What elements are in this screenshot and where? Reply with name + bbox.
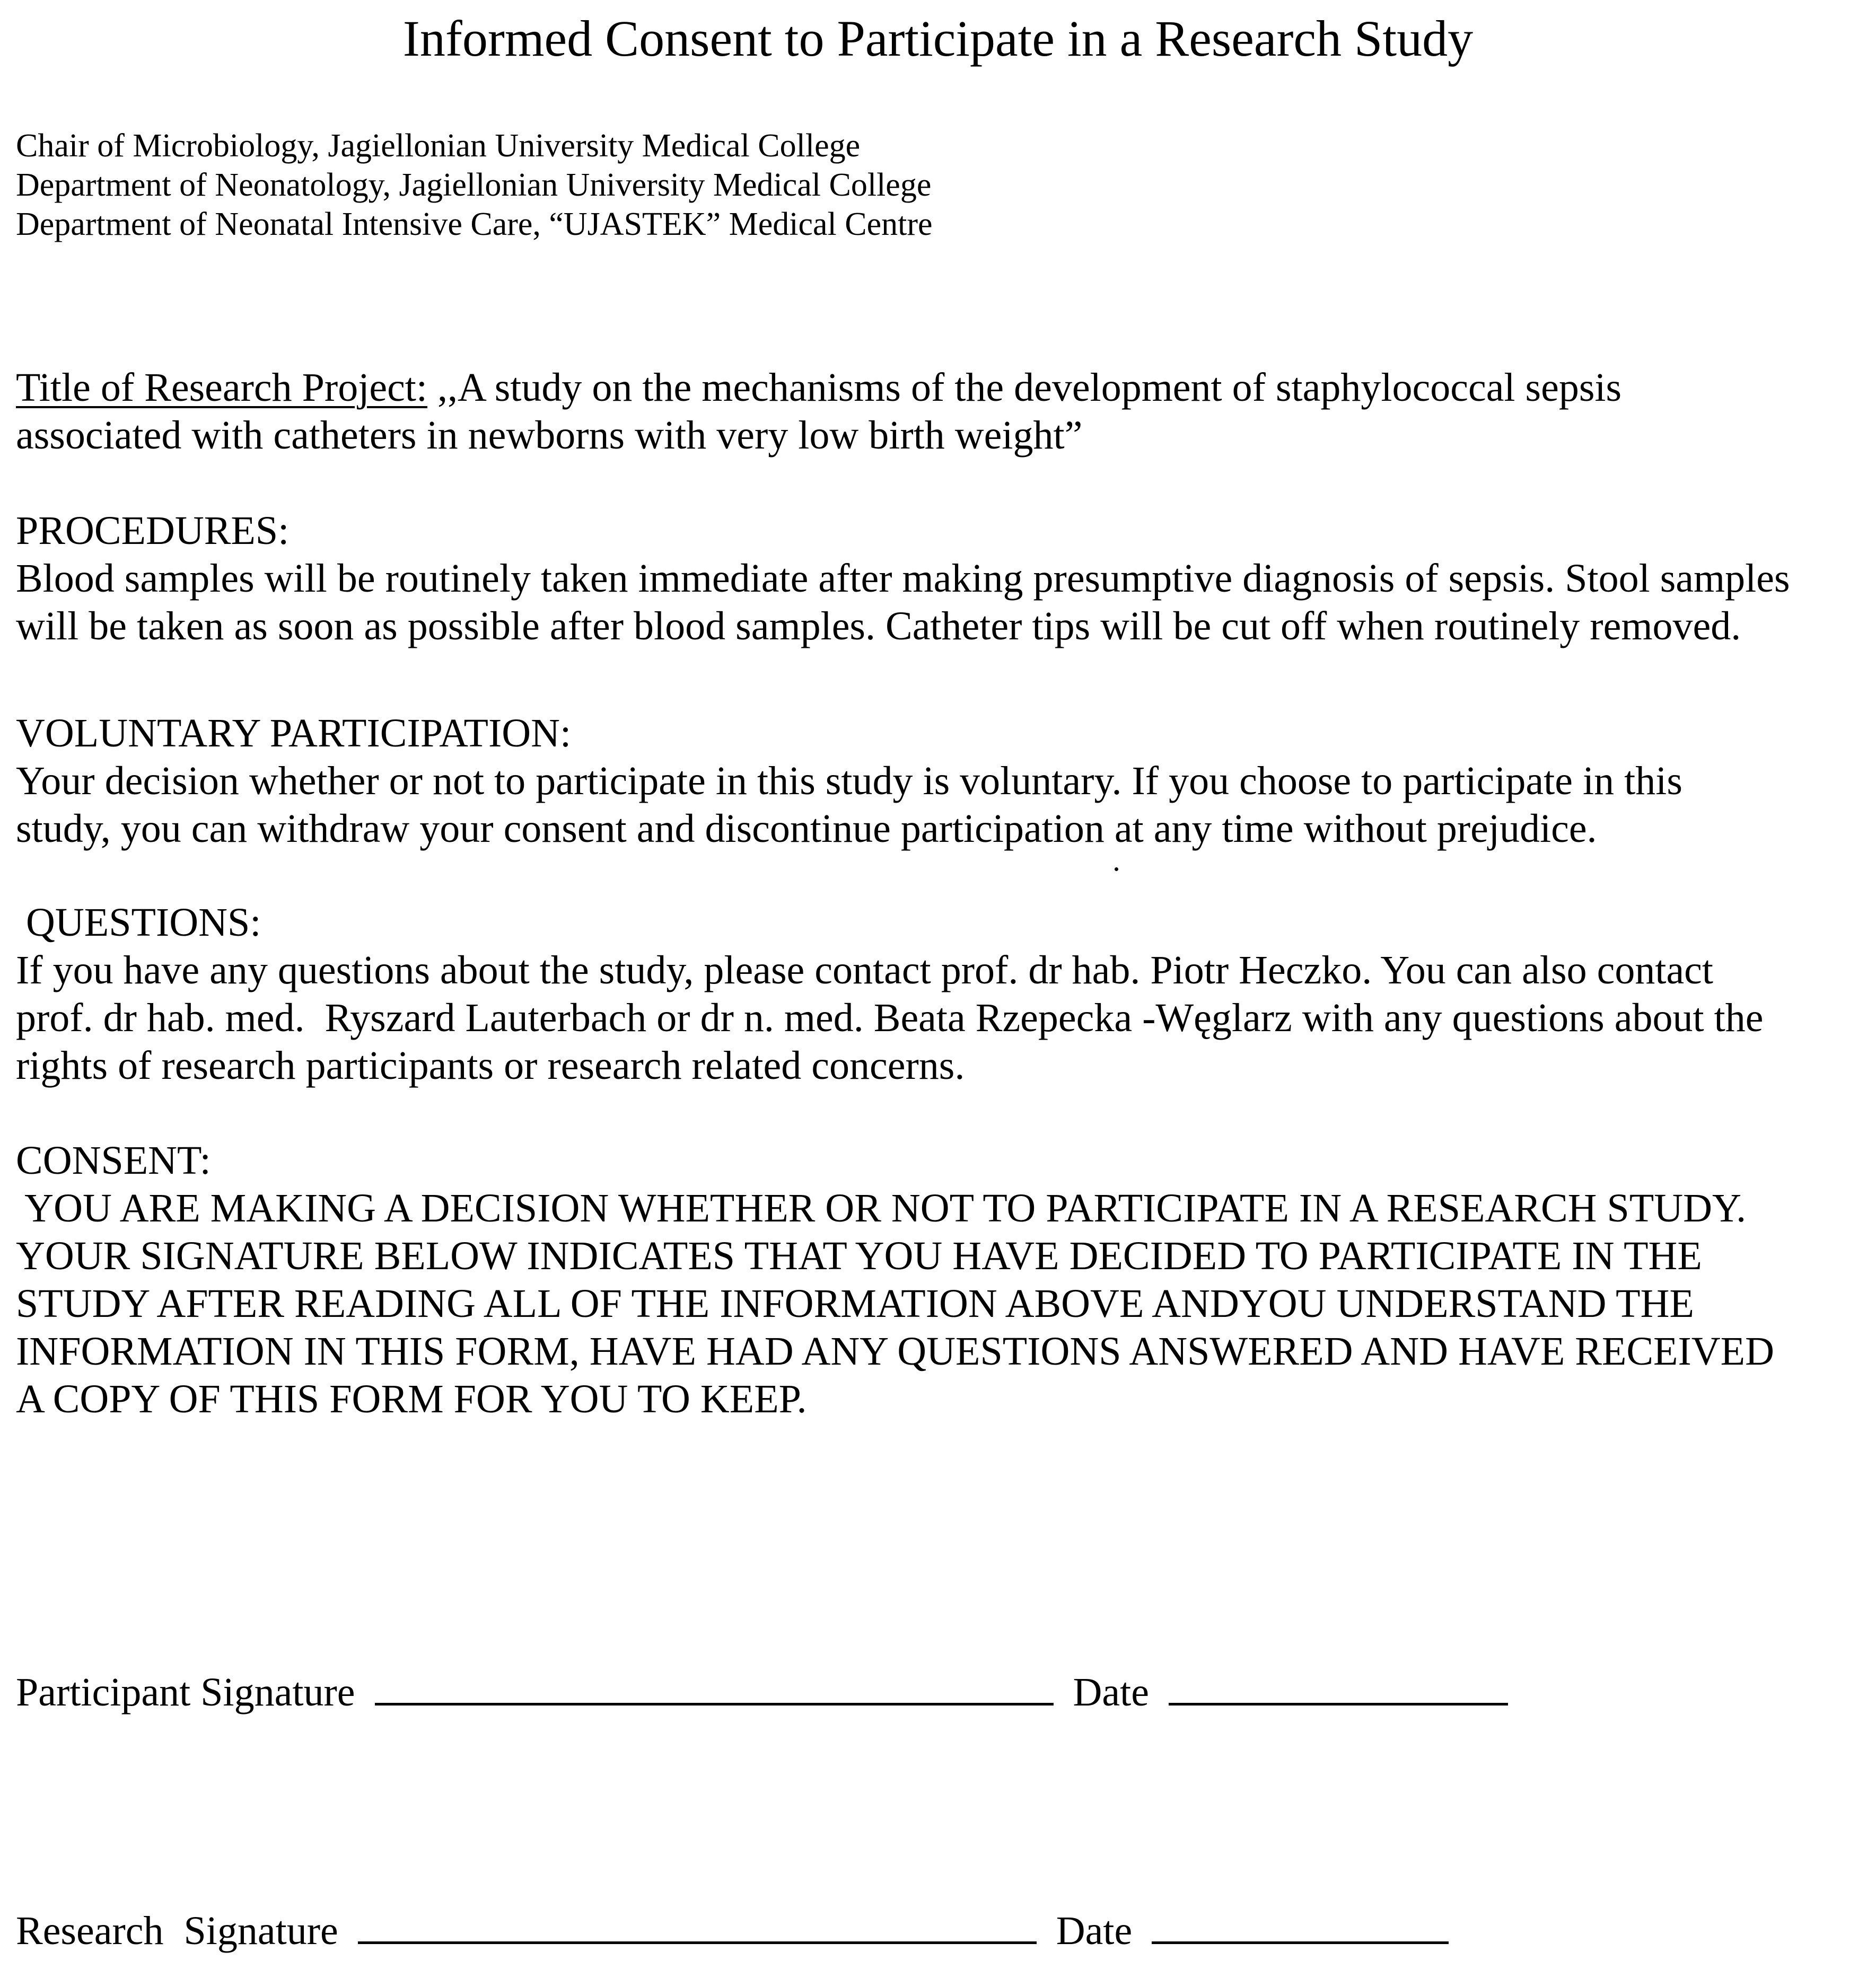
project-title-section	[16, 364, 1872, 459]
questions-text-line: If you have any questions about the study, please contact prof. dr hab. Piotr Heczko. You can also contact	[16, 948, 1714, 992]
voluntary-text-line: study, you can withdraw your consent and discontinue participation at any time without prejudice.	[16, 806, 1597, 851]
research-signature-row	[16, 1906, 1449, 1955]
procedures-section	[16, 507, 1872, 650]
research-signature-label: Research Signature	[16, 1909, 338, 1953]
participant-signature-field[interactable]	[375, 1668, 1054, 1706]
procedures-text-line: will be taken as soon as possible after blood samples. Catheter tips will be cut off when routinely removed.	[16, 604, 1741, 648]
voluntary-section	[16, 709, 1872, 852]
participant-date-label: Date	[1073, 1670, 1149, 1715]
consent-section	[16, 1137, 1872, 1423]
consent-text-line: YOUR SIGNATURE BELOW INDICATES THAT YOU HAVE DECIDED TO PARTICIPATE IN THE	[16, 1234, 1702, 1278]
project-title-label: Title of Research Project:	[16, 365, 428, 410]
questions-section	[16, 899, 1872, 1089]
research-signature-field[interactable]	[358, 1906, 1037, 1944]
consent-text-line: YOU ARE MAKING A DECISION WHETHER OR NOT TO PARTICIPATE IN A RESEARCH STUDY.	[16, 1186, 1747, 1230]
procedures-heading: PROCEDURES:	[16, 508, 290, 553]
affiliation-line: Department of Neonatology, Jagiellonian University Medical College	[16, 167, 932, 203]
research-date-label: Date	[1056, 1909, 1133, 1953]
research-date-field[interactable]	[1152, 1906, 1449, 1944]
participant-signature-row	[16, 1668, 1508, 1716]
stray-dot	[1115, 867, 1118, 871]
voluntary-heading: VOLUNTARY PARTICIPATION:	[16, 711, 572, 755]
questions-text-line: rights of research participants or research related concerns.	[16, 1043, 965, 1088]
affiliation-line: Chair of Microbiology, Jagiellonian University Medical College	[16, 128, 861, 164]
questions-text-line: prof. dr hab. med. Ryszard Lauterbach or dr n. med. Beata Rzepecka -Węglarz with any questions about the	[16, 996, 1764, 1040]
consent-text-line: STUDY AFTER READING ALL OF THE INFORMATION ABOVE ANDYOU UNDERSTAND THE	[16, 1281, 1694, 1326]
project-title-text: ,,A study on the mechanisms of the development of staphylococcal sepsis	[427, 365, 1622, 410]
consent-heading: CONSENT:	[16, 1138, 211, 1183]
questions-heading: QUESTIONS:	[16, 900, 261, 945]
consent-text-line: A COPY OF THIS FORM FOR YOU TO KEEP.	[16, 1377, 807, 1421]
participant-signature-label: Participant Signature	[16, 1670, 355, 1715]
affiliation-line: Department of Neonatal Intensive Care, “UJASTEK” Medical Centre	[16, 206, 933, 242]
procedures-text-line: Blood samples will be routinely taken immediate after making presumptive diagnosis of sepsis. Stool samples	[16, 556, 1790, 601]
voluntary-text-line: Your decision whether or not to participate in this study is voluntary. If you choose to participate in this	[16, 759, 1682, 803]
participant-date-field[interactable]	[1169, 1668, 1508, 1706]
consent-text-line: INFORMATION IN THIS FORM, HAVE HAD ANY QUESTIONS ANSWERED AND HAVE RECEIVED	[16, 1329, 1774, 1374]
document-title: Informed Consent to Participate in a Research Study	[402, 10, 1474, 67]
project-title-line	[16, 364, 1872, 411]
project-title-line-2: associated with catheters in newborns with very low birth weight”	[16, 413, 1083, 458]
affiliations	[16, 126, 933, 244]
